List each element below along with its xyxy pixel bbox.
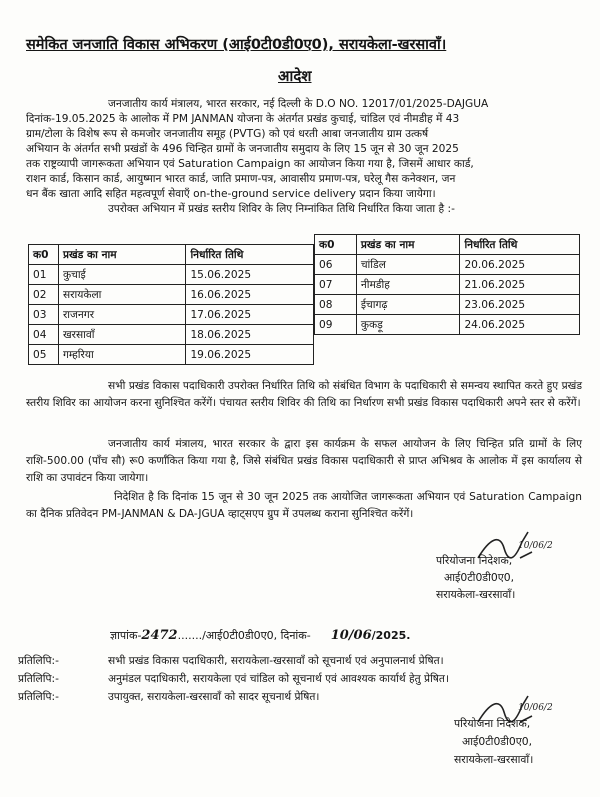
signatory-office: आई0टी0डी0ए0, xyxy=(444,571,515,584)
copy-label: प्रतिलिपि:- xyxy=(18,655,59,667)
schedule-table-left xyxy=(28,244,314,365)
table-row xyxy=(315,295,580,315)
paragraph-line: दिनांक-19.05.2025 के आलोक में PM JANMAN योजना के अंतर्गत प्रखंड कुचाई, चांडिल एवं नीमडीह में 43 xyxy=(26,113,460,125)
block-cell: सरायकेला xyxy=(58,285,185,305)
date-cell: 23.06.2025 xyxy=(460,295,580,315)
col-serial-header: क0 xyxy=(29,245,59,265)
paragraph-line: उपरोक्त अभियान में प्रखंड स्तरीय शिविर के लिए निम्नांकित तिथि निर्धारित किया जाता है :- xyxy=(108,203,455,215)
signatory-location: सरायकेला-खरसावाँ। xyxy=(454,753,534,766)
date-cell: 17.06.2025 xyxy=(186,305,314,325)
table-header-row xyxy=(315,235,580,255)
col-block-header: प्रखंड का नाम xyxy=(58,245,185,265)
paragraph-line: जनजातीय कार्य मंत्रालय, भारत सरकार, नई दिल्ली के D.O NO. 12017/01/2025-DAJGUA xyxy=(108,98,489,110)
paragraph-line: ग्राम/टोला के विशेष रूप से कमजोर जनजातीय समूह (PVTG) को एवं धरती आबा जनजातीय ग्राम उत्कर्ष xyxy=(26,128,429,140)
paragraph-line: तक राष्ट्रव्यापी जागरूकता अभियान एवं Saturation Campaign का आयोजन किया गया है, जिसमें आधार कार्ड, xyxy=(26,158,474,170)
intro-paragraph xyxy=(26,97,582,216)
memo-prefix: ज्ञापांक- xyxy=(110,629,142,642)
copy-text: अनुमंडल पदाधिकारी, सरायकेला एवं चांडिल को सूचनार्थ एवं आवश्यक कार्यार्थ हेतु प्रेषित। xyxy=(108,673,449,685)
serial-cell: 09 xyxy=(315,315,357,335)
instruction-paragraph: सभी प्रखंड विकास पदाधिकारी उपरोक्त निर्धारित तिथि को संबंधित विभाग के पदाधिकारी से समन्वय स्थापित करते हुए प्रखंड स्तरीय शिविर का आयोजन करना सुनिश्चित करेंगें। पंचायत स्तरीय शिविर की तिथि का निर्धारण सभी प्रखंड विकास पदाधिकारी अपने स्तर से करेंगें। xyxy=(26,380,582,410)
paragraph-line: अभियान के अंतर्गत सभी प्रखंडों के 496 चिन्हित ग्रामों के जनजातीय समुदाय के लिए 15 जून से 30 जून 2025 xyxy=(26,143,459,155)
serial-cell: 01 xyxy=(29,265,59,285)
col-block-header: प्रखंड का नाम xyxy=(356,235,460,255)
funding-paragraph: जनजातीय कार्य मंत्रालय, भारत सरकार के द्वारा इस कार्यक्रम के सफल आयोजन के लिए चिन्हित प्रति ग्रामों के लिए राशि-500.00 (पाँच सौ) रू0 कर्णांकित किया गया है, जिसे संबंधित प्रखंड विकास पदाधिकारी से प्राप्त अभिश्रव के आलोक में इस कार्यालय से राशि का उपावंटन किया जायेगा। xyxy=(26,438,582,485)
serial-cell: 08 xyxy=(315,295,357,315)
list-item xyxy=(18,654,588,672)
signatory-location: सरायकेला-खरसावाँ। xyxy=(436,588,516,601)
block-cell: राजनगर xyxy=(58,305,185,325)
memo-year: /2025. xyxy=(371,629,411,642)
block-cell: कुकड़ू xyxy=(356,315,460,335)
table-row xyxy=(315,255,580,275)
block-cell: खरसावाँ xyxy=(58,325,185,345)
block-cell: नीमडीह xyxy=(356,275,460,295)
table-row xyxy=(29,305,314,325)
date-cell: 24.06.2025 xyxy=(460,315,580,335)
serial-cell: 03 xyxy=(29,305,59,325)
block-cell: ईचागढ़ xyxy=(356,295,460,315)
date-cell: 16.06.2025 xyxy=(186,285,314,305)
date-cell: 18.06.2025 xyxy=(186,325,314,345)
serial-cell: 04 xyxy=(29,325,59,345)
date-cell: 15.06.2025 xyxy=(186,265,314,285)
col-date-header: निर्धारित तिथि xyxy=(460,235,580,255)
block-cell: कुचाई xyxy=(58,265,185,285)
schedule-table-right xyxy=(314,234,580,335)
memo-date: 10/06 xyxy=(330,628,372,643)
paragraph-line: धन बैंक खाता आदि सहित महत्वपूर्ण सेवाएँ on-the-ground service delivery प्रदान किया जायेगा। xyxy=(26,188,436,200)
signatory-designation: परियोजना निदेशक, xyxy=(436,554,513,567)
paragraph-line: राशन कार्ड, किसान कार्ड, आयुष्मान भारत कार्ड, जाति प्रमाण-पत्र, आवासीय प्रमाण-पत्र, घरेलू गैस कनेक्शन, जन xyxy=(26,173,456,185)
copy-text: सभी प्रखंड विकास पदाधिकारी, सरायकेला-खरसावाँ को सूचनार्थ एवं अनुपालनार्थ प्रेषित। xyxy=(108,655,444,667)
table-row xyxy=(29,325,314,345)
block-cell: चांडिल xyxy=(356,255,460,275)
reporting-paragraph: निदेशित है कि दिनांक 15 जून से 30 जून 2025 तक आयोजित जागरूकता अभियान एवं Saturation Campaign का दैनिक प्रतिवेदन PM-JANMAN & DA-JGUA व्हाट्सएप ग्रुप में उपलब्ध कराना सुनिश्चित करेंगें। xyxy=(26,491,582,521)
signature-block xyxy=(430,528,590,608)
date-cell: 20.06.2025 xyxy=(460,255,580,275)
signature-initial-date: 10/06/2 xyxy=(518,541,553,551)
table-row xyxy=(315,315,580,335)
signature-initial-date: 10/06/2 xyxy=(518,703,553,713)
copy-label: प्रतिलिपि:- xyxy=(18,691,59,703)
date-cell: 21.06.2025 xyxy=(460,275,580,295)
office-title: समेकित जनजाति विकास अभिकरण (आई0टी0डी0ए0), सरायकेला-खरसावाँ। xyxy=(26,37,447,53)
serial-cell: 07 xyxy=(315,275,357,295)
date-cell: 19.06.2025 xyxy=(186,345,314,365)
table-row xyxy=(29,265,314,285)
memo-number: 2472 xyxy=(141,628,178,643)
signatory-designation: परियोजना निदेशक, xyxy=(454,717,531,730)
memo-number-line: ज्ञापांक-2472......./आई0टी0डी0ए0, दिनांक- 10/06/2025. xyxy=(110,628,411,643)
table-header-row xyxy=(29,245,314,265)
list-item xyxy=(18,672,588,690)
order-heading: आदेश xyxy=(278,67,312,85)
serial-cell: 02 xyxy=(29,285,59,305)
block-cell: गम्हरिया xyxy=(58,345,185,365)
table-row xyxy=(315,275,580,295)
copy-label: प्रतिलिपि:- xyxy=(18,673,59,685)
col-serial-header: क0 xyxy=(315,235,357,255)
col-date-header: निर्धारित तिथि xyxy=(186,245,314,265)
serial-cell: 05 xyxy=(29,345,59,365)
signatory-office: आई0टी0डी0ए0, xyxy=(462,735,533,748)
table-row xyxy=(29,285,314,305)
memo-middle: /आई0टी0डी0ए0, दिनांक- xyxy=(202,629,311,642)
serial-cell: 06 xyxy=(315,255,357,275)
copy-text: उपायुक्त, सरायकेला-खरसावाँ को सादर सूचनार्थ प्रेषित। xyxy=(108,691,320,703)
table-row xyxy=(29,345,314,365)
signature-block xyxy=(430,698,590,788)
